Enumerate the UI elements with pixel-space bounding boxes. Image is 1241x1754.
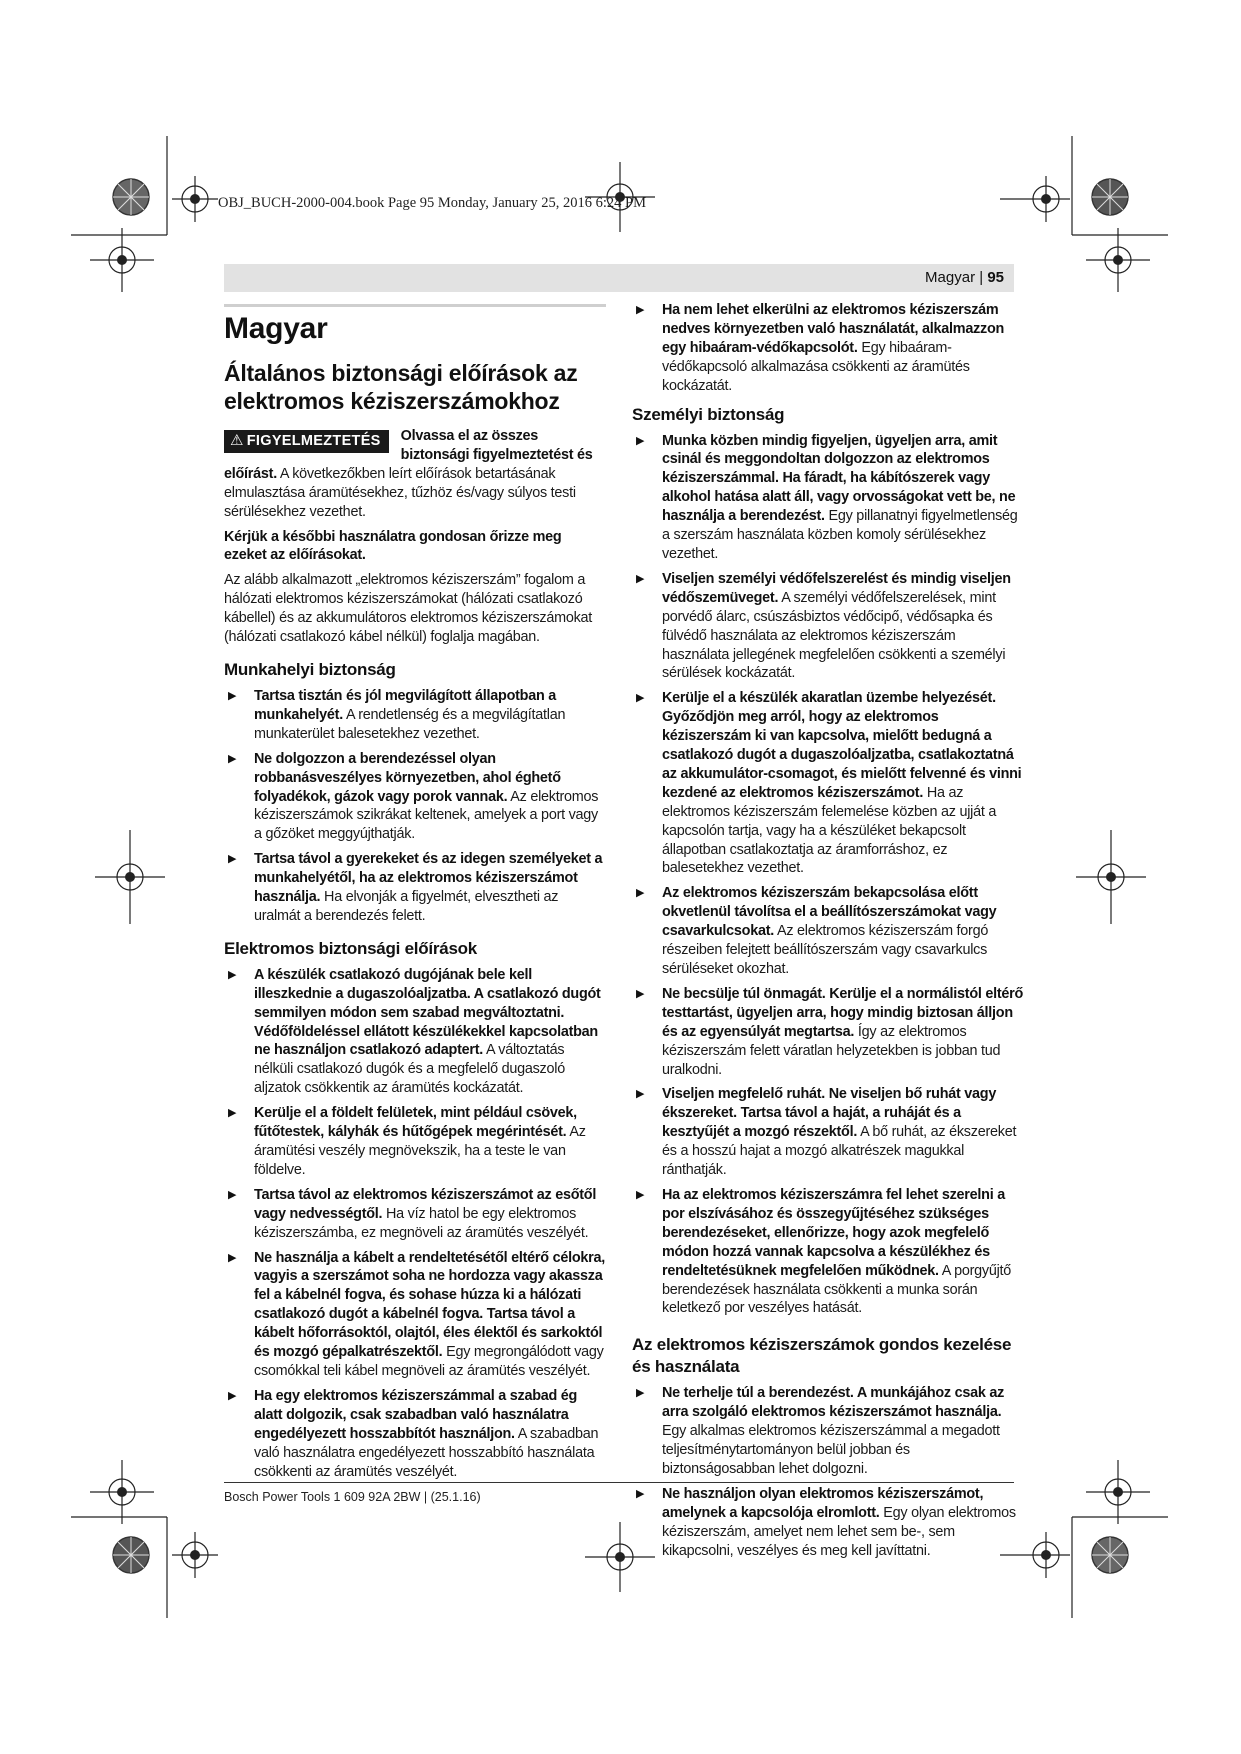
item-bold: Ne becsülje túl önmagát. Kerülje el a normálistól eltérő testtartást, ügyeljen arra, hogy mindig biztosan álljon és az egyensúlyát megtartsa. — [662, 985, 1024, 1040]
list-item — [632, 1186, 1024, 1318]
item-text: Egy megrongálódott vagy csomókkal teli kábel megnöveli az áramütés veszélyét. — [254, 1344, 604, 1379]
print-slug: OBJ_BUCH-2000-004.book Page 95 Monday, January 25, 2016 6:24 PM — [218, 195, 647, 211]
footer-rule — [224, 1482, 1014, 1483]
list-item — [632, 1085, 1024, 1180]
item-bold: A készülék csatlakozó dugójának bele kell illeszkednie a dugaszolóaljzatba. A csatlakozó dugót semmilyen módon sem szabad megváltoztatni. Védőföldeléssel ellátott készülékekkel kapcsolatban ne használjon csatlakozó adaptert. — [254, 966, 601, 1059]
heading-careful-use: Az elektromos kéziszerszámok gondos kezelése és használata — [632, 1335, 1012, 1377]
list-item — [632, 1384, 1024, 1479]
warning-triangle-icon: ⚠ — [230, 432, 244, 449]
section-title: Általános biztonsági előírások az elektromos kéziszerszámokhoz — [224, 360, 578, 414]
page-number: 95 — [987, 269, 1004, 286]
list-item — [224, 1104, 606, 1180]
list-electrical — [224, 966, 606, 1482]
page-header — [224, 264, 1014, 292]
list-item — [632, 432, 1024, 564]
heading-electrical: Elektromos biztonsági előírások — [224, 938, 477, 958]
warning-badge-label: FIGYELMEZTETÉS — [246, 433, 381, 449]
item-bold: Kerülje el a készülék akaratlan üzembe helyezését. Győződjön meg arról, hogy az elektromos kéziszerszám ki van kapcsolva, mielőtt bedugná a csatlakozó dugót a dugaszolóaljzatba, csatlakoztatná az akkumulátor-csomagot, és mielőtt felvenné és vinni kezdené az elektromos kéziszerszámot. — [662, 690, 1022, 801]
item-bold: Ne használja a kábelt a rendeltetésétől eltérő célokra, vagyis a szerszámot soha ne hordozza vagy akassza fel a kábelnél fogva, és sohase húzza ki a hálózati csatlakozó dugót a kábelnél fogva. Tartsa távol a kábelt hőforrásoktól, olajtól, éles élektől és sarkoktól és mozgó gépalkatrészektől. — [254, 1249, 605, 1361]
warning-bold: Olvassa el az összes biztonsági figyelmeztetést és előírást. — [224, 428, 593, 482]
item-bold: Ha egy elektromos kéziszerszámmal a szabad ég alatt dolgozik, csak szabadban való használatra engedélyezett hosszabbítót használjon. — [254, 1387, 578, 1442]
list-electrical-cont — [632, 301, 1024, 396]
item-bold: Tartsa távol az elektromos kéziszerszámot az esőtől vagy nedvességtől. — [254, 1186, 597, 1222]
item-bold: Az elektromos kéziszerszám bekapcsolása előtt okvetlenül távolítsa el a beállítószerszámokat vagy csavarkulcsokat. — [662, 885, 997, 940]
list-careful-use — [632, 1384, 1024, 1560]
item-text: Az áramütési veszély megnövekszik, ha a teste le van földelve. — [254, 1124, 586, 1178]
header-language: Magyar — [925, 269, 976, 286]
item-text: A szabadban való használatra engedélyezett hosszabbító használata csökkenti az áramütés veszélyét. — [254, 1425, 599, 1480]
left-column — [224, 300, 606, 1487]
list-personal — [632, 432, 1024, 1319]
list-item — [632, 985, 1024, 1080]
list-item — [224, 966, 606, 1098]
item-bold: Kerülje el a földelt felületek, mint például csövek, fűtőtestek, kályhák és hűtőgépek megérintését. — [254, 1105, 577, 1141]
heading-personal: Személyi biztonság — [632, 404, 785, 424]
item-text: A porgyűjtő berendezések használata csökkenti a munka során keletkező por veszélyes hatását. — [662, 1262, 1012, 1317]
intro-text: Az alább alkalmazott „elektromos kéziszerszám” fogalom a hálózati elektromos kéziszerszámokat (hálózati csatlakozó kábellel) és az akkumulátoros elektromos kéziszerszámokat (hálózati csatlakozó kábel nélkül) foglalja magában. — [224, 572, 593, 646]
item-text: A személyi védőfelszerelések, mint porvédő álarc, csúszásbiztos védőcipő, védősapka és fülvédő használata az elektromos kéziszerszám használata jellegének megfelelően csökkenti a személyi sérülések kockázatát. — [662, 589, 1006, 682]
list-workplace — [224, 687, 606, 926]
item-bold: Munka közben mindig figyeljen, ügyeljen arra, amit csinál és meggondoltan dolgozzon az elektromos kéziszerszámmal. Ha fáradt, ha kábítószerek vagy alkohol hatása alatt áll, vagy orvosságokat vett be, ne használja a berendezést. — [662, 432, 1016, 525]
list-item — [224, 750, 606, 845]
list-item — [632, 301, 1024, 396]
item-bold: Ne dolgozzon a berendezéssel olyan robbanásveszélyes környezetben, ahol éghető folyadékok, gázok vagy porok vannak. — [254, 750, 561, 805]
list-item — [224, 1186, 606, 1243]
item-text: Egy alkalmas elektromos kéziszerszámmal a megadott teljesítménytartományon belül jobban és biztonságosabban lehet dolgozni. — [662, 1423, 1000, 1477]
warning-badge — [224, 430, 389, 453]
heading-workplace: Munkahelyi biztonság — [224, 659, 396, 679]
item-text: Egy pillanatnyi figyelmetlenség a szerszám használata közben komoly sérülésekhez vezethet. — [662, 508, 1018, 562]
item-text: Egy olyan elektromos kéziszerszám, amelyet nem lehet sem be-, sem kikapcsolni, veszélyes és meg kell javíttatni. — [662, 1504, 1016, 1559]
item-text: Ha víz hatol be egy elektromos kéziszerszámba, ez megnöveli az áramütés veszélyét. — [254, 1205, 589, 1241]
item-bold: Ne terhelje túl a berendezést. A munkájához csak az arra szolgáló elektromos kéziszerszámot használja. — [662, 1385, 1005, 1421]
item-text: Az elektromos kéziszerszám forgó részeiben felejtett beállítószerszám vagy csavarkulcs sérüléseket okozhat. — [662, 923, 989, 977]
list-item — [632, 689, 1024, 878]
list-item — [632, 570, 1024, 683]
item-text: Ha elvonják a figyelmét, elvesztheti az uralmát a berendezés felett. — [254, 889, 559, 924]
item-bold: Ne használjon olyan elektromos kéziszerszámot, amelynek a kapcsolója elromlott. — [662, 1485, 984, 1521]
keep-note: Kérjük a későbbi használatra gondosan őrizze meg ezeket az előírásokat. — [224, 528, 562, 564]
page-footer: Bosch Power Tools 1 609 92A 2BW | (25.1.16) — [224, 1490, 481, 1504]
item-text: Az elektromos kéziszerszámok szikrákat keltenek, amelyek a port vagy a gőzöket meggyújthatják. — [254, 788, 599, 843]
item-text: Egy hibaáram-védőkapcsoló alkalmazása csökkenti az áramütés kockázatát. — [662, 339, 970, 394]
list-item — [224, 687, 606, 744]
item-text: A változtatás nélküli csatlakozó dugók és a megfelelő dugaszoló aljzatok csökkentik az áramütés kockázatát. — [254, 1042, 565, 1097]
item-bold: Ha nem lehet elkerülni az elektromos kéziszerszám nedves környezetben való használatát, alkalmazzon egy hibaáram-védőkapcsolót. — [662, 302, 1005, 356]
list-item — [632, 1485, 1024, 1561]
warning-text: A következőkben leírt előírások betartásának elmulasztása áramütésekhez, tűzhöz és/vagy súlyos testi sérülésekhez vezethet. — [224, 465, 576, 520]
title-rule — [224, 304, 606, 307]
list-item — [224, 1387, 606, 1482]
page-title: Magyar — [224, 312, 328, 345]
list-item — [632, 884, 1024, 979]
item-bold: Ha az elektromos kéziszerszámra fel lehet szerelni a por elszívásához és összegyűjtéséhez szükséges berendezéseket, ellenőrizze, hogy azok megfelelő módon hozzá vannak kapcsolva a készülékhez és rendeltetésüknek megfelelően működnek. — [662, 1186, 1005, 1279]
header-label: Magyar | 95 — [925, 269, 1004, 286]
item-bold: Viseljen személyi védőfelszerelést és mindig viseljen védőszemüveget. — [662, 570, 1011, 606]
right-column — [632, 301, 1024, 1566]
list-item — [224, 1249, 606, 1381]
item-bold: Tartsa tisztán és jól megvilágított állapotban a munkahelyét. — [254, 687, 556, 723]
item-text: A rendetlenség és a megvilágítatlan munkaterület balesetekhez vezethet. — [254, 706, 566, 742]
warning-paragraph — [224, 427, 606, 522]
item-bold: Viseljen megfelelő ruhát. Ne viseljen bő ruhát vagy ékszereket. Tartsa távol a haját, a ruháját és a kesztyűjét a mozgó részektől. — [662, 1086, 997, 1141]
item-text: A bő ruhát, az ékszereket és a hosszú hajat a mozgó alkatrészek magukkal ránthatják. — [662, 1124, 1017, 1179]
list-item — [224, 850, 606, 926]
item-bold: Tartsa távol a gyerekeket és az idegen személyeket a munkahelyétől, ha az elektromos kéziszerszámot használja. — [254, 851, 603, 906]
item-text: Így az elektromos kéziszerszám felett váratlan helyzetekben is jobban tud uralkodni. — [662, 1023, 1001, 1078]
item-text: Ha az elektromos kéziszerszám felemelése közben az ujját a kapcsolón tartja, vagy ha a készüléket bekapcsolt állapotban csatlakoztatja az áramforráshoz, ez balesetekhez vezethet. — [662, 784, 997, 877]
